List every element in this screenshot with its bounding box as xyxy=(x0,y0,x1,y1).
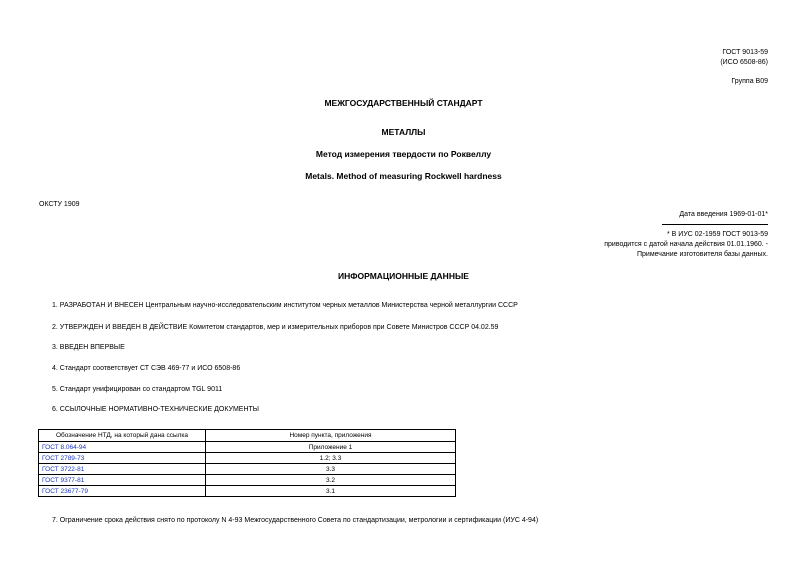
column-header-clause: Номер пункта, приложения xyxy=(206,430,456,442)
info-item-6: 6. ССЫЛОЧНЫЕ НОРМАТИВНО-ТЕХНИЧЕСКИЕ ДОКУМЕНТЫ xyxy=(52,406,259,413)
table-row xyxy=(39,464,456,475)
footnote-line-3: Примечание изготовителя базы данных. xyxy=(636,251,768,258)
footnote-line-2: приводится с датой начала действия 01.01.1960. - xyxy=(604,241,768,248)
name-en: Metals. Method of measuring Rockwell hardness xyxy=(305,171,502,181)
info-item-5: 5. Стандарт унифицирован со стандартом TGL 9011 xyxy=(52,386,223,393)
name-ru: Метод измерения твердости по Роквеллу xyxy=(315,149,492,159)
footnote-divider xyxy=(662,224,768,225)
info-heading: ИНФОРМАЦИОННЫЕ ДАННЫЕ xyxy=(338,271,469,281)
gost-number: ГОСТ 9013-59 xyxy=(722,49,768,56)
doc-link[interactable]: ГОСТ 8.064-94 xyxy=(42,443,87,451)
clause-cell: Приложение 1 xyxy=(206,442,456,453)
info-item-7: 7. Ограничение срока действия снято по протоколу N 4-93 Межгосударственного Совета по стандартизации, метрологии и сертификации (ИУС 4-94) xyxy=(52,517,539,524)
okstu-code: ОКСТУ 1909 xyxy=(39,201,80,208)
iso-number: (ИСО 6508-86) xyxy=(720,59,768,66)
clause-cell: 3.3 xyxy=(206,464,456,475)
table-header-row xyxy=(39,430,456,442)
doc-link[interactable]: ГОСТ 23677-79 xyxy=(42,487,88,495)
table-row xyxy=(39,475,456,486)
column-header-document: Обозначение НТД, на который дана ссылка xyxy=(39,430,206,442)
info-item-3: 3. ВВЕДЕН ВПЕРВЫЕ xyxy=(52,344,125,351)
info-item-4: 4. Стандарт соответствует СТ СЭВ 469-77 и ИСО 6508-86 xyxy=(52,365,241,372)
clause-cell: 1.2; 3.3 xyxy=(206,453,456,464)
table-row xyxy=(39,442,456,453)
footnote-line-1: * В ИУС 02-1959 ГОСТ 9013-59 xyxy=(667,231,768,238)
doc-link[interactable]: ГОСТ 3722-81 xyxy=(42,465,85,473)
clause-cell: 3.2 xyxy=(206,475,456,486)
reference-documents-table xyxy=(38,429,456,497)
table-row xyxy=(39,453,456,464)
subject-title: МЕТАЛЛЫ xyxy=(381,127,426,137)
doc-link[interactable]: ГОСТ 2789-73 xyxy=(42,454,85,462)
info-item-2: 2. УТВЕРЖДЕН И ВВЕДЕН В ДЕЙСТВИЕ Комитетом стандартов, мер и измерительных приборов при Совете Министров СССР 04.02.59 xyxy=(52,324,499,331)
info-item-1: 1. РАЗРАБОТАН И ВНЕСЕН Центральным научно-исследовательским институтом черных металлов Министерства черной металлургии СССР xyxy=(52,302,518,309)
clause-cell: 3.1 xyxy=(206,486,456,497)
doc-link[interactable]: ГОСТ 9377-81 xyxy=(42,476,85,484)
group-code: Группа В09 xyxy=(731,78,768,85)
effective-date: Дата введения 1969-01-01* xyxy=(679,211,768,218)
table-row xyxy=(39,486,456,497)
standard-type: МЕЖГОСУДАРСТВЕННЫЙ СТАНДАРТ xyxy=(324,98,483,108)
